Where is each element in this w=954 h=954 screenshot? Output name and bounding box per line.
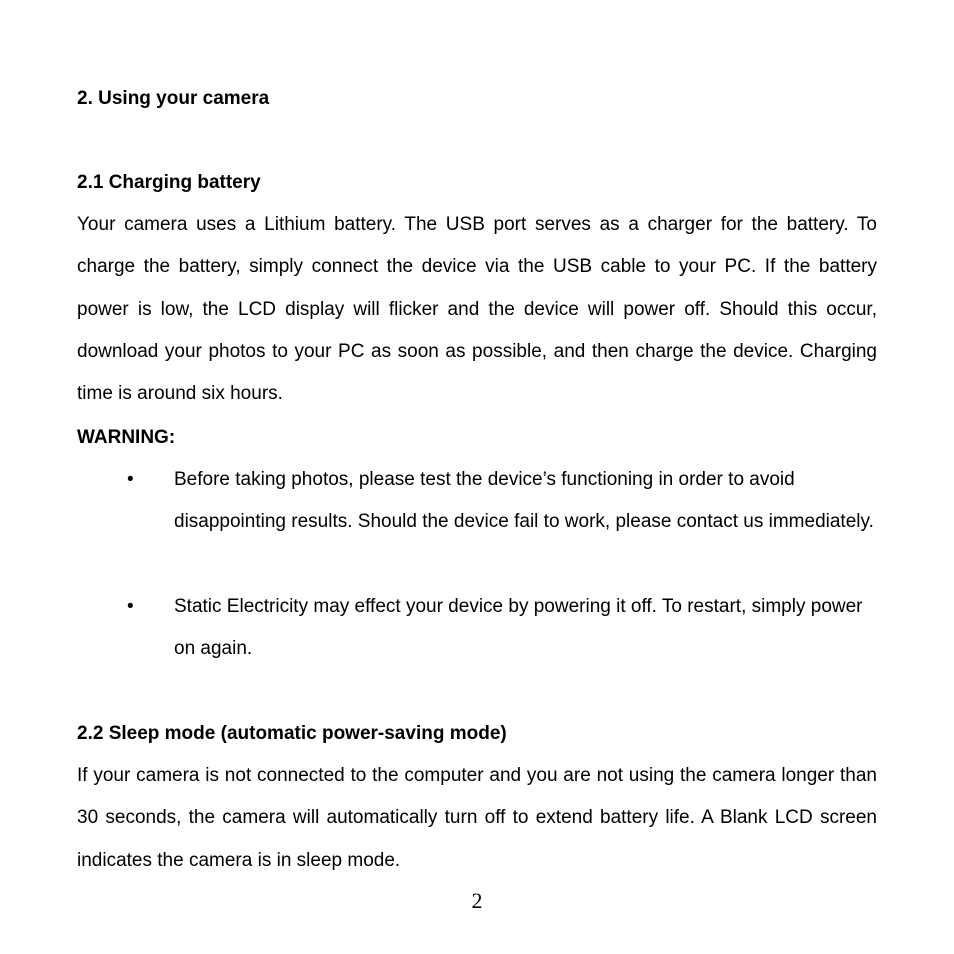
- warning-bullet-item: [77, 459, 877, 586]
- bullet-icon: •: [127, 469, 134, 490]
- warning-bullet-text: Before taking photos, please test the device’s functioning in order to avoid disappointing results. Should the device fail to work, please contact us immediately.: [174, 469, 874, 533]
- sleep-mode-heading: 2.2 Sleep mode (automatic power-saving mode): [77, 723, 507, 744]
- document-page: [77, 0, 877, 954]
- charging-battery-heading: 2.1 Charging battery: [77, 172, 261, 193]
- warning-label: WARNING:: [77, 427, 176, 448]
- section-title: 2. Using your camera: [77, 88, 270, 109]
- bullet-icon: •: [127, 596, 134, 617]
- page-number: 2: [471, 888, 483, 913]
- sleep-mode-paragraph: If your camera is not connected to the computer and you are not using the camera longer than 30 seconds, the camera will automatically turn off to extend battery life. A Blank LCD screen indicates the camera is in sleep mode.: [77, 765, 877, 871]
- warning-bullet-item: [77, 586, 877, 671]
- charging-battery-paragraph: Your camera uses a Lithium battery. The USB port serves as a charger for the battery. To charge the battery, simply connect the device via the USB cable to your PC. If the battery power is low, the LCD display will flicker and the device will power off. Should this occur, download your photos to your PC as soon as possible, and then charge the device. Charging time is around six hours.: [77, 214, 877, 405]
- warning-bullet-text: Static Electricity may effect your device by powering it off. To restart, simply power on again.: [174, 596, 863, 660]
